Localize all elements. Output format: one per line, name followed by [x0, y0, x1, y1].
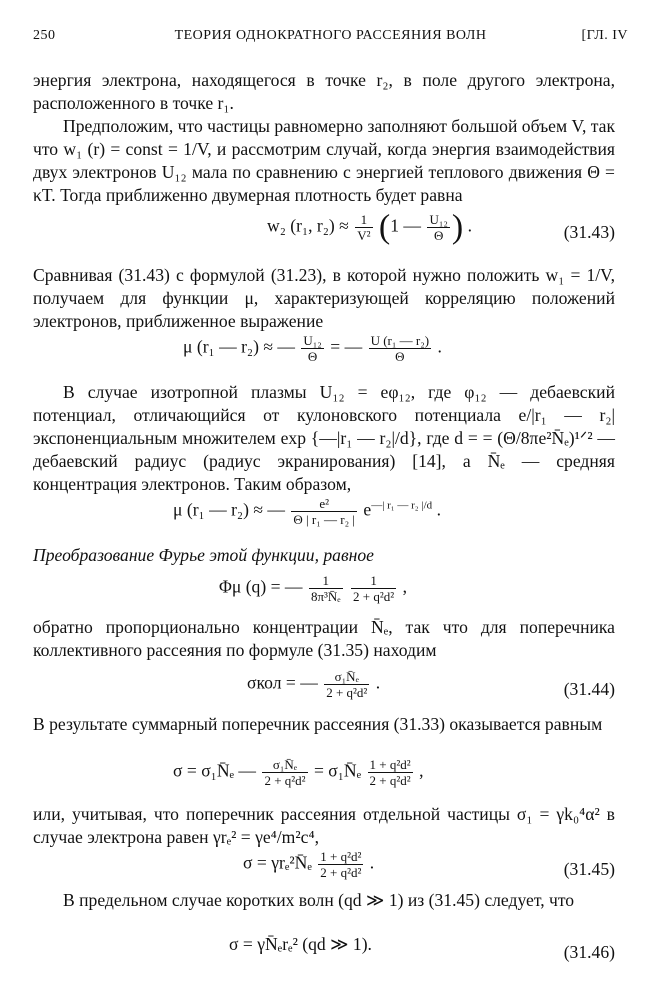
equation-fourier — [33, 573, 615, 613]
eq-tail: . — [375, 672, 381, 693]
eq-lhs: w₂ (r₁, r₂) ≈ — [267, 215, 349, 236]
equation-31-46 — [33, 932, 615, 972]
equation-number: (31.46) — [563, 942, 615, 962]
chapter-label: [ГЛ. IV — [581, 28, 628, 43]
fraction: $\frac{1}{\text{2 + q²d²}}$ — [353, 573, 395, 604]
paragraph-6: обратно пропорционально концентрации N̄ₑ, так что для поперечника коллективного рассеяния по формуле (31.35) находим — [33, 617, 615, 660]
fraction: $\frac{\text{σ₁N̄ₑ}}{\text{2 + q²d²}}$ — [326, 669, 368, 700]
eq-mid: = — — [330, 336, 363, 357]
running-title: ТЕОРИЯ ОДНОКРАТНОГО РАССЕЯНИЯ ВОЛН — [174, 28, 487, 43]
paragraph-5: Преобразование Фурье этой функции, равное — [33, 545, 374, 565]
eq-tail: . — [436, 499, 441, 520]
paragraph-7: В результате суммарный поперечник рассеяния (31.33) оказывается равным — [33, 714, 603, 734]
fraction: $\frac{1}{\text{V²}}$ — [357, 212, 371, 243]
fraction: $\frac{\text{1 + q²d²}}{\text{2 + q²d²}}$ — [369, 757, 411, 788]
eq-lhs: σ = σ₁N̄ₑ — — [173, 760, 257, 781]
eq-lhs: σ = γrₑ²N̄ₑ — [243, 852, 312, 873]
fraction: $\frac{\text{e²}}{\text{Θ | r₁ — r₂ |}}$ — [293, 496, 355, 527]
fraction: $\frac{\text{1 + q²d²}}{\text{2 + q²d²}}$ — [320, 849, 362, 880]
equation-number: (31.44) — [563, 679, 615, 699]
equation-number: (31.45) — [563, 859, 615, 879]
exp-base: e — [363, 499, 372, 520]
equation-sigma-total — [33, 757, 615, 797]
equation-31-43 — [33, 208, 615, 252]
eq-mid: = σ₁N̄ₑ — [313, 760, 362, 781]
paren-open: ( — [378, 208, 391, 246]
equation-mu-debye — [33, 496, 615, 536]
equation-31-45 — [33, 849, 615, 889]
eq-lhs: σкол = — — [247, 672, 318, 693]
paragraph-8: или, учитывая, что поперечник рассеяния отдельной частицы σ₁ = γk₀⁴α² в случае электрона равен γrₑ² = γe⁴/m²c⁴, — [33, 804, 615, 847]
paragraph-1: энергия электрона, находящегося в точке r₂, в поле другого электрона, расположенного в точке r₁. — [33, 70, 615, 113]
fraction: $\frac{\text{U (r₁ — r₂)}}{\Theta}$ — [370, 333, 430, 364]
exp-power: —| r₁ — r₂ |/d — [371, 499, 433, 512]
fraction: $\frac{1}{\text{8π³N̄ₑ}}$ — [310, 573, 341, 604]
eq-lhs: μ (r₁ — r₂) ≈ — — [183, 336, 295, 357]
equation-number: (31.43) — [563, 222, 615, 242]
eq-formula: σ = γN̄ₑrₑ² (qd ≫ 1). — [229, 934, 372, 954]
paragraph-2: Предположим, что частицы равномерно заполняют большой объем V, так что w₁ (r) = const = 1/V, и рассмотрим случай, когда энергия взаимодействия двух электронов U₁₂ мала по сравнению с энергией теплового движения Θ = κT. Тогда приближенно двумерная плотность будет равна — [33, 116, 616, 205]
paren-close: ) — [451, 208, 464, 246]
eq-tail: , — [402, 576, 407, 597]
eq-tail: , — [419, 760, 424, 781]
equation-mu — [33, 333, 615, 373]
paragraph-3: Сравнивая (31.43) с формулой (31.23), в которой нужно положить w₁ = 1/V, получаем для функции μ, характеризующей корреляцию положений электронов, приближенное выражение — [33, 265, 615, 331]
equation-31-44 — [33, 669, 615, 709]
eq-lhs: μ (r₁ — r₂) ≈ — — [173, 499, 285, 520]
eq-tail: . — [369, 852, 375, 873]
eq-term: 1 — — [390, 215, 422, 236]
paragraph-9: В предельном случае коротких волн (qd ≫ 1) из (31.45) следует, что — [63, 890, 575, 910]
eq-tail: . — [467, 215, 473, 236]
eq-tail: . — [437, 336, 442, 357]
eq-lhs: Φμ (q) = — — [219, 576, 303, 597]
fraction: $\frac{\text{U₁₂}}{\Theta}$ — [303, 333, 322, 364]
fraction: $\frac{\text{σ₁N̄ₑ}}{\text{2 + q²d²}}$ — [264, 757, 306, 788]
page-number: 250 — [33, 28, 56, 43]
fraction: $\frac{\text{U₁₂}}{\Theta}$ — [429, 212, 448, 243]
running-header — [33, 28, 628, 52]
paragraph-4: В случае изотропной плазмы U₁₂ = eφ₁₂, где φ₁₂ — дебаевский потенциал, отличающийся от кулоновского потенциала e/|r₁ — r₂| экспоненциальным множителем exp {—|r₁ — r₂|/d}, где d = = (Θ/8πe²N̄ₑ)¹ᐟ² — дебаевский радиус (радиус экранирования) [14], а N̄ₑ — средняя концентрация электронов. Таким образом, — [33, 382, 615, 494]
